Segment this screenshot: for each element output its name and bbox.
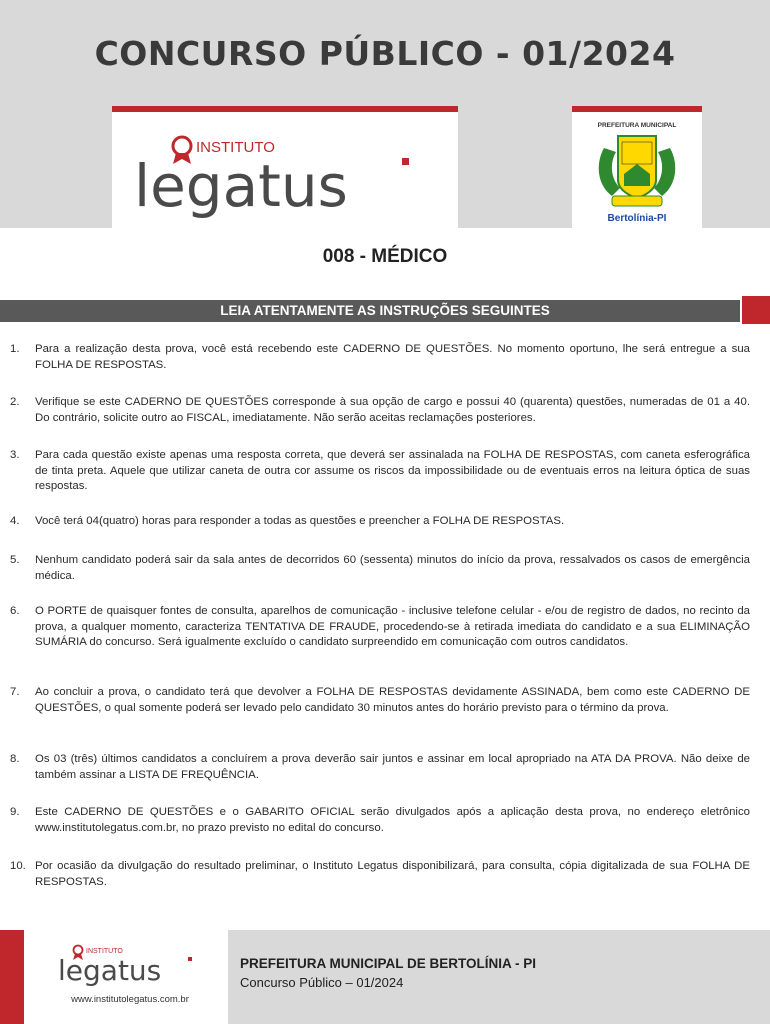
item-number: 3. (10, 449, 20, 461)
footer-brand-name: legatus (58, 954, 162, 987)
footer-legatus-logo (56, 940, 206, 990)
item-text: Nenhum candidato poderá sair da sala antes de decorridos 60 (sessenta) minutos do início da prova, ressalvados os casos de emergência médica. (35, 554, 750, 582)
list-item (10, 448, 750, 495)
item-number: 4. (10, 515, 20, 527)
item-number: 2. (10, 396, 20, 408)
footer-subtitle: Concurso Público – 01/2024 (240, 975, 404, 990)
bertolinia-crest (582, 118, 692, 226)
list-item (10, 604, 750, 651)
footer-box (228, 930, 770, 1024)
list-item (10, 514, 750, 530)
list-item (10, 859, 750, 890)
item-number: 1. (10, 343, 20, 355)
instructions-heading: LEIA ATENTAMENTE AS INSTRUÇÕES SEGUINTES (220, 303, 550, 318)
crest-top-text: PREFEITURA MUNICIPAL (597, 122, 677, 129)
item-number: 5. (10, 554, 20, 566)
legatus-logo-card (112, 106, 458, 228)
accent-square (742, 296, 770, 324)
item-text: Os 03 (três) últimos candidatos a concluírem a prova deverão sair juntos e assinar em local apropriado na ATA DA PROVA. Não deixe de também assinar a LISTA DE FREQUÊNCIA. (35, 753, 750, 781)
footer-title: PREFEITURA MUNICIPAL DE BERTOLÍNIA - PI (240, 956, 537, 971)
crest-label: Bertolínia-PI (607, 213, 667, 224)
item-number: 9. (10, 806, 20, 818)
item-text: Por ocasião da divulgação do resultado preliminar, o Instituto Legatus disponibilizará, para consulta, cópia digitalizada de sua FOLHA DE RESPOSTAS. (35, 860, 750, 888)
municipal-crest-card (572, 106, 702, 228)
list-item (10, 752, 750, 783)
footer-accent-bar (0, 930, 24, 1024)
list-item (10, 685, 750, 716)
item-number: 10. (10, 860, 26, 872)
item-number: 7. (10, 686, 20, 698)
list-item (10, 553, 750, 584)
brand-small: INSTITUTO (196, 139, 275, 156)
legatus-logo (130, 120, 440, 224)
list-item (10, 342, 750, 373)
item-text: O PORTE de quaisquer fontes de consulta, aparelhos de comunicação - inclusive telefone celular - e/ou de registro de dados, no recinto da prova, a qualquer momento, caracteriza TENTATIVA DE FRAUDE, procedendo-se à retirada imediata do candidato e a sua ELIMINAÇÃO SUMÁRIA do concurso. Será igualmente excluído o candidato surpreendido em comunicação com outros candidatos. (35, 605, 750, 648)
list-item (10, 395, 750, 426)
role-title: 008 - MÉDICO (322, 246, 448, 267)
item-text: Verifique se este CADERNO DE QUESTÕES corresponde à sua opção de cargo e possui 40 (quarenta) questões, numeradas de 01 a 40. Do contrário, solicite outro ao FISCAL, imediatamente. Não serão aceitas reclamações posteriores. (35, 396, 750, 424)
brand-name: legatus (134, 152, 348, 220)
item-text: Para cada questão existe apenas uma resposta correta, que deverá ser assinalada na FOLHA DE RESPOSTAS, com caneta esferográfica de tinta preta. Aquele que utilizar caneta de outra cor assume os riscos da impossibilidade ou de eventuais erros na leitura óptica de suas respostas. (35, 449, 750, 492)
item-text: Ao concluir a prova, o candidato terá que devolver a FOLHA DE RESPOSTAS devidamente ASSINADA, bem como este CADERNO DE QUESTÕES, o qual somente poderá ser levado pelo candidato 30 minutos antes do horário previsto para o término da prova. (35, 686, 750, 714)
page-title: CONCURSO PÚBLICO - 01/2024 (94, 34, 676, 73)
footer-brand-small: INSTITUTO (86, 948, 123, 955)
list-item (10, 805, 750, 836)
item-text: Este CADERNO DE QUESTÕES e o GABARITO OFICIAL serão divulgados após a aplicação desta prova, no endereço eletrônico www.institutolegatus.com.br, no prazo previsto no edital do concurso. (35, 806, 750, 834)
item-number: 6. (10, 605, 20, 617)
footer-url: www.institutolegatus.com.br (71, 994, 189, 1005)
item-text: Você terá 04(quatro) horas para responder a todas as questões e preencher a FOLHA DE RESPOSTAS. (35, 515, 565, 527)
item-number: 8. (10, 753, 20, 765)
item-text: Para a realização desta prova, você está recebendo este CADERNO DE QUESTÕES. No momento oportuno, lhe será entregue a sua FOLHA DE RESPOSTAS. (35, 343, 750, 371)
